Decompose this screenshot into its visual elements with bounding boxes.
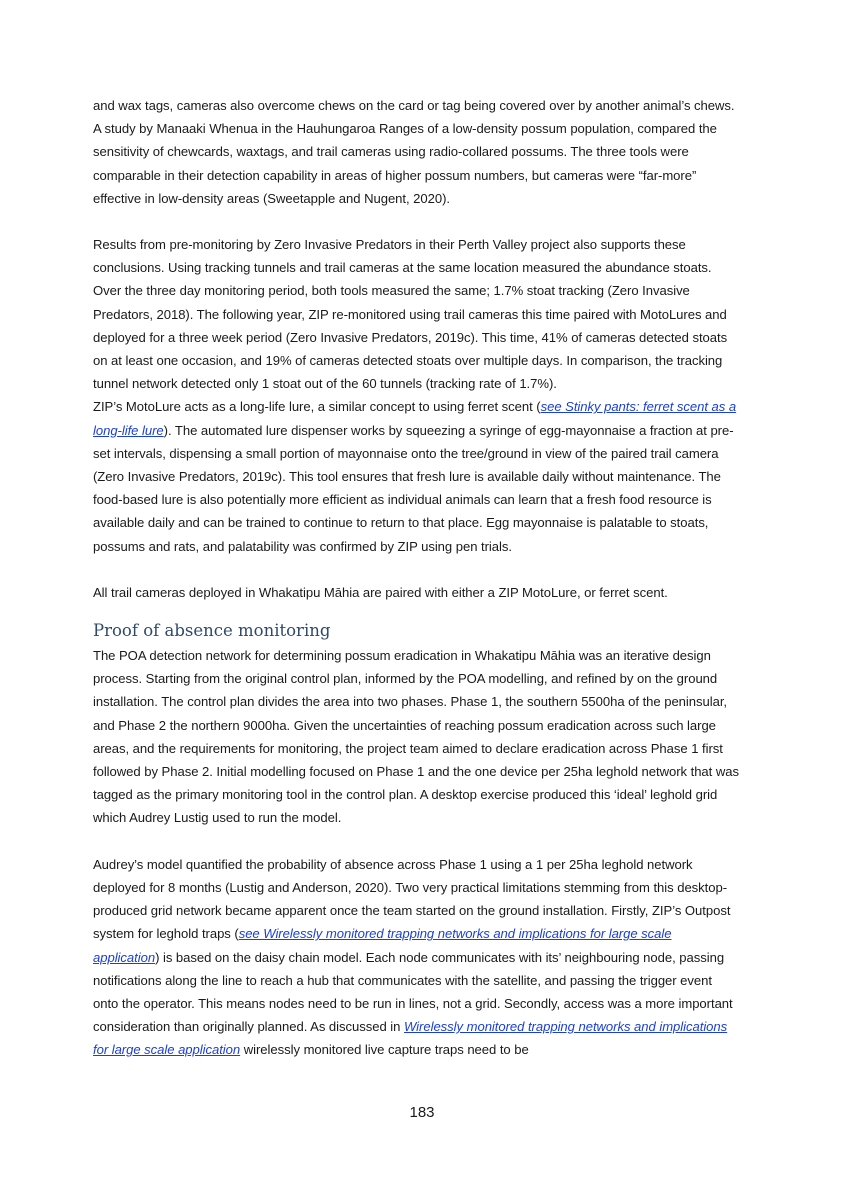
paragraph-trail-cameras: All trail cameras deployed in Whakatipu Māhia are paired with either a ZIP MotoLure, or ferret scent. [93, 584, 668, 600]
section-heading: Proof of absence monitoring [93, 621, 331, 641]
link-wireless-trapping-1[interactable]: see Wirelessly monitored trapping networks and implications for large scale application [93, 926, 672, 965]
paragraph-poa-network: The POA detection network for determining possum eradication in Whakatipu Māhia was an iterative design process. Starting from the original control plan, informed by the POA modelling, and refined by on the ground installation. The control plan divides the area into two phases. Phase 1, the southern 5500ha of the peninsular, and Phase 2 the northern 9000ha. Given the uncertainties of reaching possum eradication across such large areas, and the requirements for monitoring, the project team aimed to declare eradication across Phase 1 first followed by Phase 2. Initial modelling focused on Phase 1 and the one device per 25ha leghold network that was tagged as the primary monitoring tool in the control plan. A desktop exercise produced this ‘ideal’ leghold grid which Audrey Lustig used to run the model. [93, 648, 739, 826]
paragraph-audrey-text-after: wirelessly monitored live capture traps need to be [240, 1042, 529, 1058]
page-number: 183 [409, 1104, 435, 1121]
paragraph-motolure-text-before: ZIP’s MotoLure acts as a long-life lure, a similar concept to using ferret scent ( [93, 399, 541, 415]
paragraph-motolure [93, 395, 739, 557]
paragraph-motolure-text-after: ). The automated lure dispenser works by squeezing a syringe of egg-mayonnaise a fraction at pre-set intervals, dispensing a small portion of mayonnaise onto the tree/ground in view of the paired trail camera (Zero Invasive Predators, 2019c). This tool ensures that fresh lure is available daily without maintenance. The food-based lure is also potentially more efficient as individual animals can learn that a fresh food resource is available daily and can be trained to continue to return to that place. Egg mayonnaise is palatable to stoats, possums and rats, and palatability was confirmed by ZIP using pen trials. [93, 422, 734, 554]
link-stinky-pants[interactable]: see Stinky pants: ferret scent as a long-life lure [93, 399, 737, 438]
paragraph-perth-valley: Results from pre-monitoring by Zero Invasive Predators in their Perth Valley project also supports these conclusions. Using tracking tunnels and trail cameras at the same location measured the abundance stoats. Over the three day monitoring period, both tools measured the same; 1.7% stoat tracking (Zero Invasive Predators, 2018). The following year, ZIP re-monitored using trail cameras this time paired with MotoLures and deployed for a three week period (Zero Invasive Predators, 2019c). This time, 41% of cameras detected stoats on at least one occasion, and 19% of cameras detected stoats over multiple days. In comparison, the tracking tunnel network detected only 1 stoat out of the 60 tunnels (tracking rate of 1.7%). [93, 237, 728, 392]
paragraph-audrey-model [93, 853, 739, 1062]
link-wireless-trapping-2[interactable]: Wirelessly monitored trapping networks and implications for large scale application [93, 1019, 728, 1058]
paragraph-detection-comparison: and wax tags, cameras also overcome chews on the card or tag being covered over by another animal’s chews. A study by Manaaki Whenua in the Hauhungaroa Ranges of a low-density possum population, compared the sensitivity of chewcards, waxtags, and trail cameras using radio-collared possums. The three tools were comparable in their detection capability in areas of higher possum numbers, but cameras were “far-more” effective in low-density areas (Sweetapple and Nugent, 2020). [93, 98, 735, 206]
paragraph-audrey-text-before: Audrey’s model quantified the probability of absence across Phase 1 using a 1 per 25ha leghold network deployed for 8 months (Lustig and Anderson, 2020). Two very practical limitations stemming from this desktop-produced grid network became apparent once the team started on the ground installation. Firstly, ZIP’s Outpost system for leghold traps ( [93, 856, 731, 942]
paragraph-audrey-text-middle: ) is based on the daisy chain model. Each node communicates with its’ neighbouring node, passing notifications along the line to reach a hub that communicates with the satellite, and passing the trigger event onto the operator. This means nodes need to be run in lines, not a grid. Secondly, access was a more important consideration than originally planned. As discussed in [93, 949, 733, 1035]
document-body [93, 94, 739, 1062]
